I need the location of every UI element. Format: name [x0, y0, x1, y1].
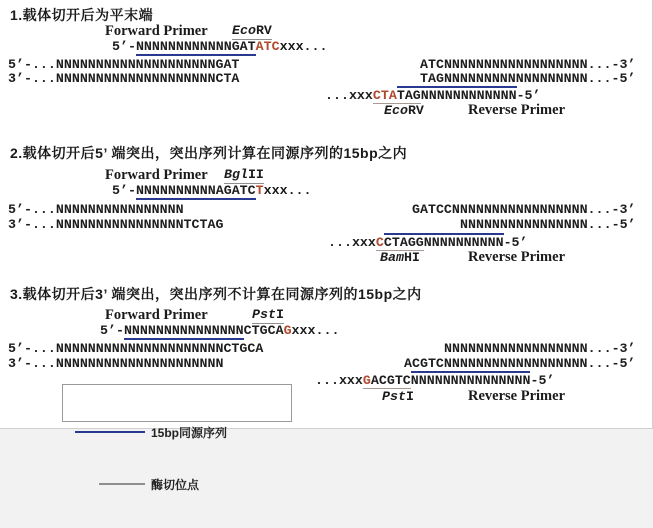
forward-primer-label: Forward Primer — [105, 167, 208, 183]
site-red-segment: G — [283, 323, 292, 338]
enzyme-name-italic: Eco — [384, 103, 408, 118]
site-red-segment: CTA — [372, 88, 397, 103]
homology-line-sample — [75, 431, 145, 434]
homology-segment: NNNNNNNNNN — [423, 235, 504, 250]
legend — [62, 384, 292, 492]
forward-primer-sequence — [100, 324, 339, 338]
vector-top-strand-left: 5’-...NNNNNNNNNNNNNNNNNNNNGAT — [8, 57, 240, 72]
vector-top-strand-left: 5’-...NNNNNNNNNNNNNNNNNNNNNCTGCA — [8, 341, 264, 356]
seq-suffix: -5’ — [503, 235, 528, 250]
enzyme-name-roman: I — [405, 389, 414, 404]
reverse-primer-label: Reverse Primer — [468, 102, 566, 118]
vector-bottom-strand-left: 3’-...NNNNNNNNNNNNNNNNNNNNCTA — [8, 71, 240, 86]
seq-suffix: xxx... — [279, 39, 328, 54]
seq-prefix: ...xxx — [315, 373, 363, 388]
site-segment: TAG — [396, 88, 421, 103]
homology-segment: NNNNNNNNNNNNGAT — [135, 39, 256, 54]
homology-segment: NNNNNNNNNNNNNNN — [410, 373, 531, 388]
legend-row-homology — [75, 424, 291, 440]
site-segment: ACGTC — [370, 373, 411, 388]
enzyme-name-italic: Pst — [382, 389, 406, 404]
enzyme-name-roman: RV — [407, 103, 424, 118]
enzyme-label-reverse — [382, 390, 414, 404]
homology-segment: NNNNNNNNNNNNNNN — [123, 323, 244, 338]
site-red-segment: G — [362, 373, 371, 388]
vector-top-strand-right: GATCCNNNNNNNNNNNNNNNNN...-3’ — [412, 202, 636, 217]
homology-segment: NNNNNNNNNNNN — [420, 88, 517, 103]
seq-prefix: ...xxx — [328, 235, 376, 250]
site-segment: CTGCA — [243, 323, 284, 338]
seq-prefix: ...xxx — [325, 88, 373, 103]
vector-top-strand-left: 5’-...NNNNNNNNNNNNNNNN — [8, 202, 184, 217]
seq-prefix: 5’- — [100, 323, 124, 338]
homology-segment: NNNNNNNNNNAGATC — [135, 183, 256, 198]
site-red-segment: C — [375, 235, 384, 250]
forward-primer-sequence — [112, 40, 328, 54]
site-red-segment: T — [255, 183, 264, 198]
reverse-primer-label: Reverse Primer — [468, 388, 566, 404]
enzyme-label-forward — [224, 168, 264, 184]
vector-top-strand-right: ATCNNNNNNNNNNNNNNNNNN...-3’ — [420, 57, 636, 72]
enzyme-label-reverse — [384, 104, 424, 118]
enzyme-name-italic: Bam — [380, 250, 404, 265]
seq-prefix: 5’- — [112, 183, 136, 198]
legend-row-site — [75, 476, 291, 492]
enzyme-name-roman: II — [247, 167, 264, 182]
legend-homology-label: 15bp同源序列 — [151, 425, 228, 440]
enzyme-label-reverse — [380, 251, 420, 265]
vector-top-strand-right: NNNNNNNNNNNNNNNNNN...-3’ — [444, 341, 636, 356]
reverse-primer-sequence — [328, 236, 528, 250]
section-title: 2.载体切开后5’ 端突出，突出序列计算在同源序列的15bp之内 — [10, 145, 408, 161]
section-title: 3.载体切开后3’ 端突出，突出序列不计算在同源序列的15bp之内 — [10, 286, 422, 302]
vector-bottom-strand-right: TAGNNNNNNNNNNNNNNNNNN...-5’ — [420, 71, 636, 86]
enzyme-label-forward — [232, 24, 272, 40]
seq-suffix: -5’ — [516, 88, 541, 103]
section-title: 1.载体切开后为平末端 — [10, 7, 154, 23]
reverse-primer-sequence — [325, 89, 541, 103]
site-red-segment: ATC — [255, 39, 280, 54]
enzyme-name-roman: HI — [403, 250, 420, 265]
forward-primer-label: Forward Primer — [105, 23, 208, 39]
site-segment: CTAGG — [383, 235, 424, 250]
enzyme-label-forward — [252, 308, 284, 324]
vector-bottom-strand-right: ACGTCNNNNNNNNNNNNNNNNNN...-5’ — [404, 356, 636, 371]
enzyme-name-roman: I — [275, 307, 284, 322]
seq-suffix: xxx... — [291, 323, 340, 338]
seq-suffix: -5’ — [530, 373, 555, 388]
enzyme-name-italic: Bgl — [224, 167, 248, 182]
reverse-primer-sequence — [315, 374, 554, 388]
enzyme-name-italic: Pst — [252, 307, 276, 322]
forward-primer-label: Forward Primer — [105, 307, 208, 323]
enzyme-site-line-sample — [99, 483, 145, 485]
seq-prefix: 5’- — [112, 39, 136, 54]
vector-bottom-strand-left: 3’-...NNNNNNNNNNNNNNNNNNNNN — [8, 356, 224, 371]
enzyme-name-italic: Eco — [232, 23, 256, 38]
seq-suffix: xxx... — [263, 183, 312, 198]
enzyme-name-roman: RV — [255, 23, 272, 38]
legend-site-label: 酶切位点 — [151, 477, 200, 492]
forward-primer-sequence — [112, 184, 312, 198]
vector-bottom-strand-right: NNNNNNNNNNNNNNNN...-5’ — [460, 217, 636, 232]
reverse-primer-label: Reverse Primer — [468, 249, 566, 265]
vector-bottom-strand-left: 3’-...NNNNNNNNNNNNNNNNTCTAG — [8, 217, 224, 232]
